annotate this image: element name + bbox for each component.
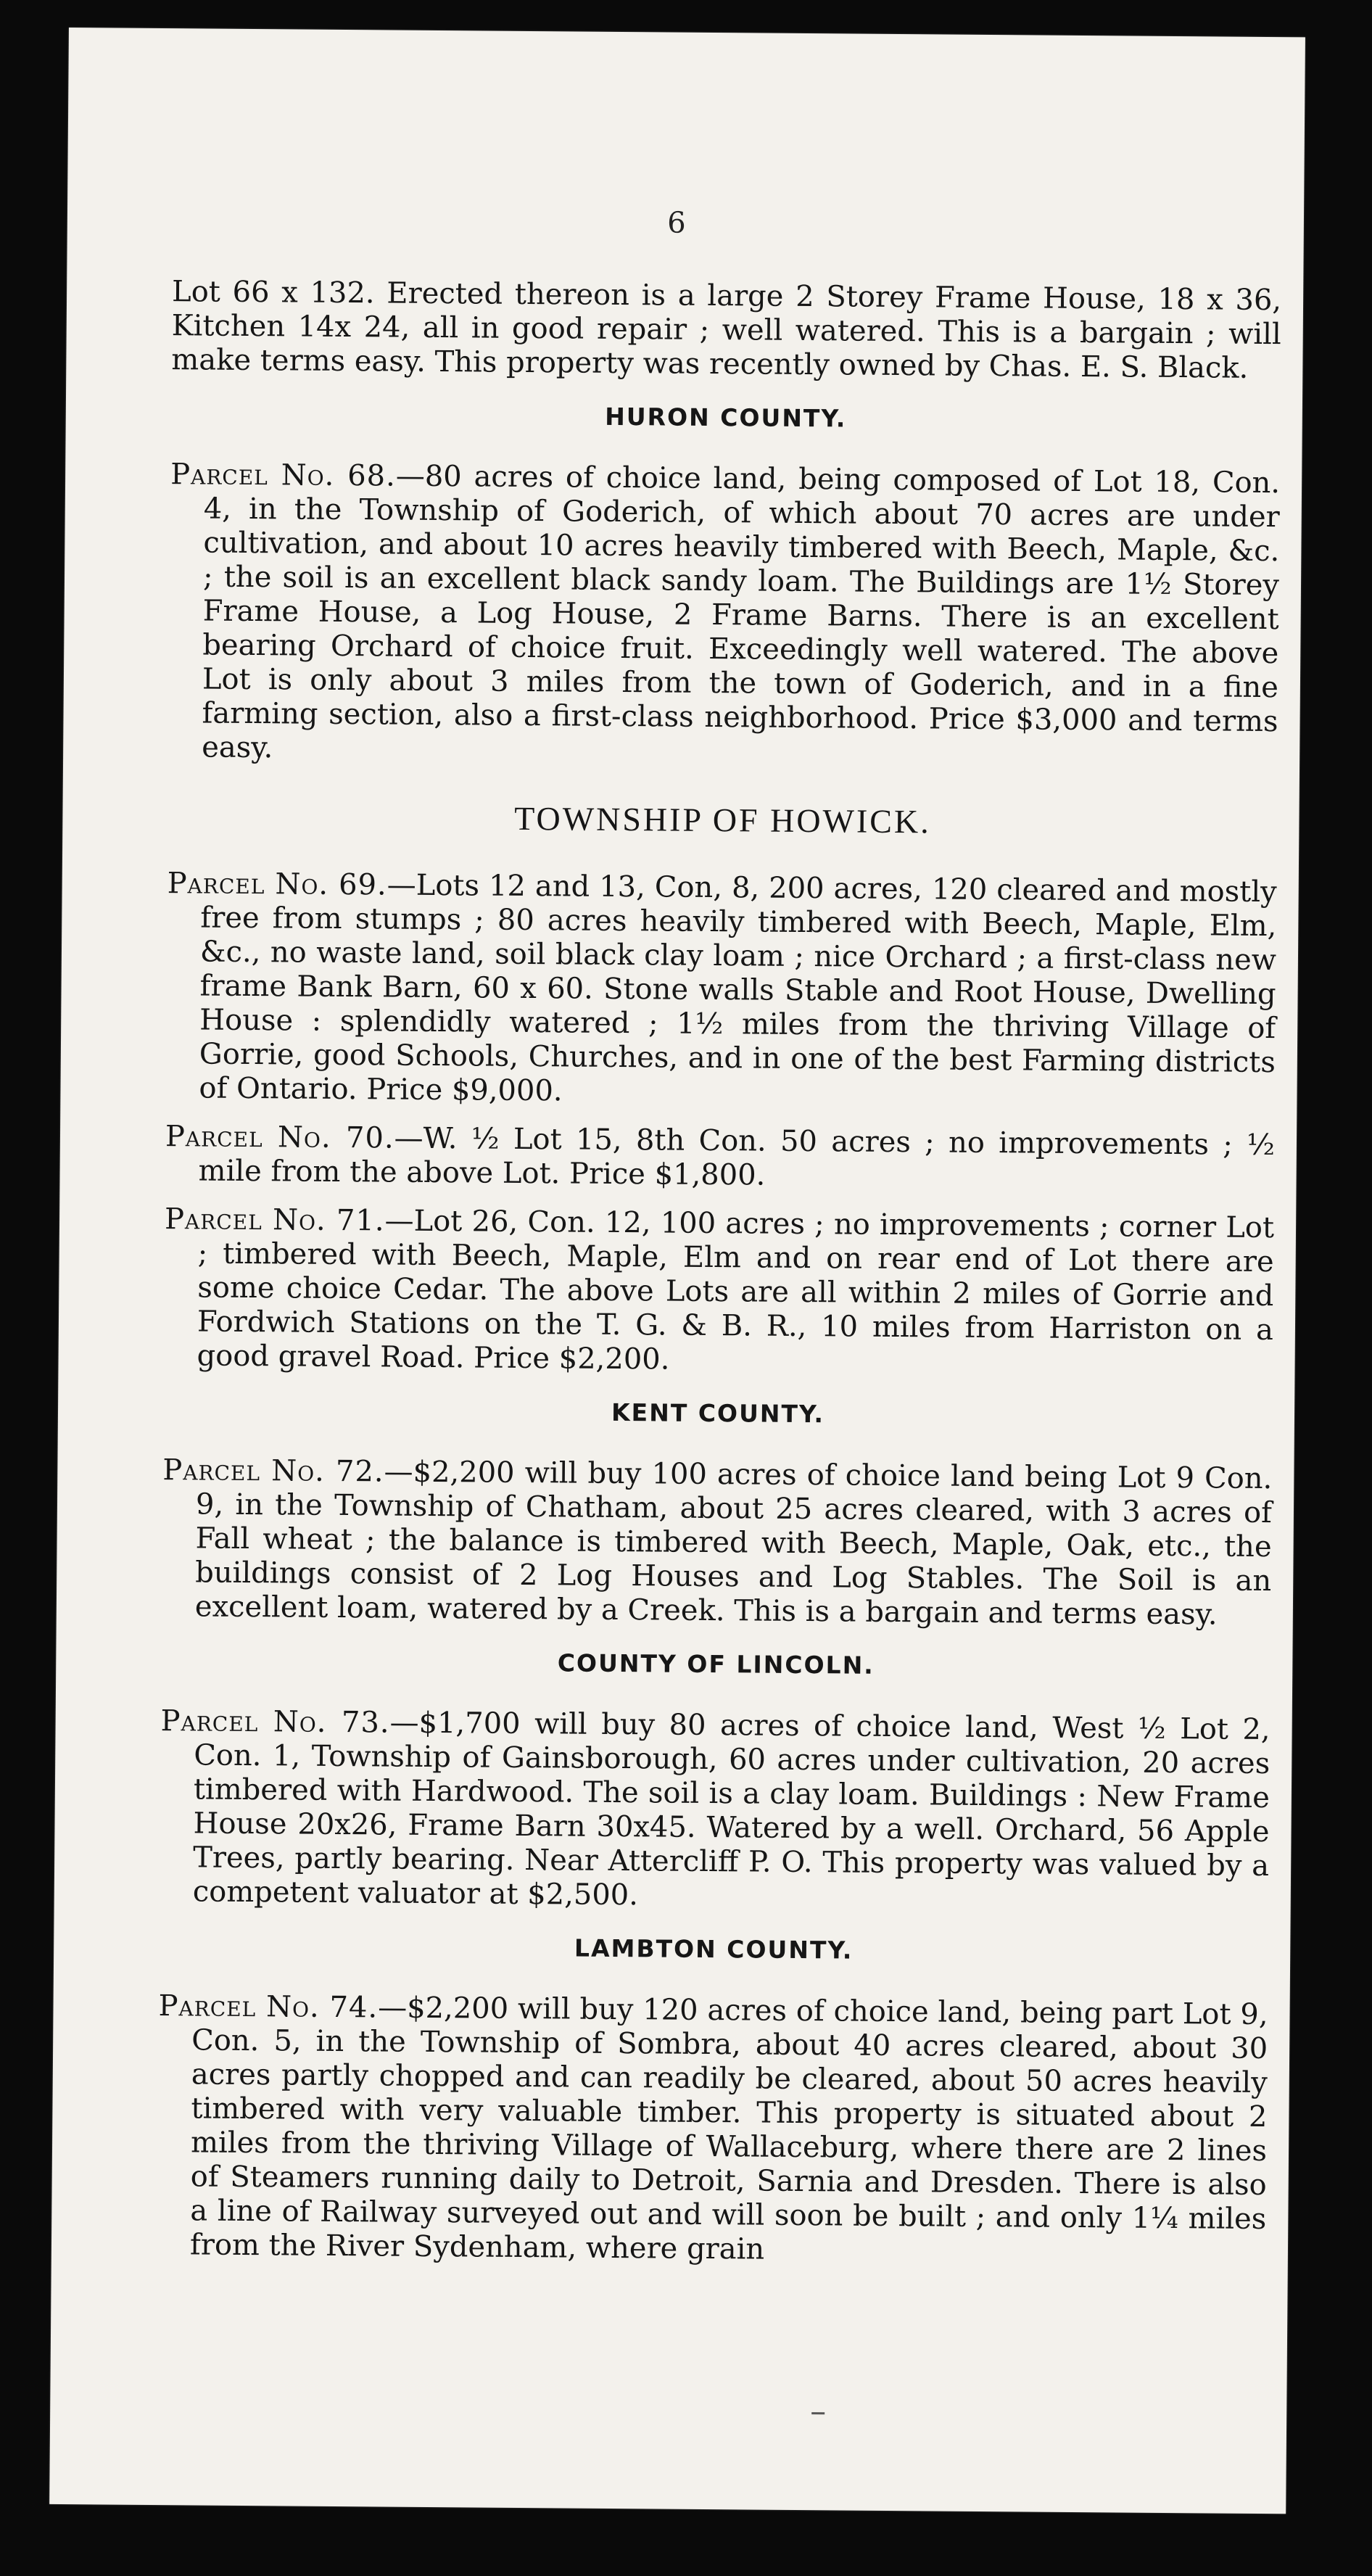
heading-township-of-howick: TOWNSHIP OF HOWICK. — [514, 799, 931, 841]
parcel-71 — [163, 1202, 1274, 1382]
parcel-68-label: Parcel No. 68. — [170, 458, 396, 493]
parcel-70 — [165, 1120, 1275, 1197]
heading-county-of-lincoln: COUNTY OF LINCOLN. — [557, 1648, 875, 1680]
heading-kent-county: KENT COUNTY. — [611, 1398, 825, 1429]
parcel-69 — [165, 867, 1277, 1114]
page-body — [157, 275, 1282, 2285]
parcel-74 — [157, 1989, 1268, 2271]
scan-mark — [811, 2412, 825, 2414]
parcel-73 — [160, 1704, 1270, 1917]
parcel-68 — [168, 458, 1280, 773]
parcel-70-label: Parcel No. 70. — [165, 1120, 394, 1155]
parcel-72-text: —$2,200 will buy 100 acres of choice land being Lot 9 Con. 9, in the Township of Chatham, about 25 acres cleared, with 3 acres of Fall wheat ; the balance is timbered with Beech, Maple, Oak, etc., the buildings consist of 2 Log Houses and Log Stables. The Soil is an excellent loam, watered by a Creek. This is a bargain and terms easy. — [194, 1455, 1273, 1632]
parcel-69-text: —Lots 12 and 13, Con, 8, 200 acres, 120 cleared and mostly free from stumps ; 80 acres heavily timbered with Beech, Maple, Elm, &c., no waste land, soil black clay loam ; nice Orchard ; a first-class new frame Bank Barn, 60 x 60. Stone walls Stable and Root House, Dwelling House : splendidly watered ; 1½ miles from the thriving Village of Gorrie, good Schools, Churches, and in one of the best Farming districts of Ontario. Price $9,000. — [199, 868, 1277, 1108]
parcel-73-text: —$1,700 will buy 80 acres of choice land, West ½ Lot 2, Con. 1, Township of Gainsborough, 60 acres under cultivation, 20 acres timbered with Hardwood. The soil is a clay loam. Buildings : New Frame House 20x26, Frame Barn 30x45. Watered by a well. Orchard, 56 Apple Trees, partly bearing. Near Attercliff P. O. This property was valued by a competent valuator at $2,500. — [192, 1706, 1270, 1912]
parcel-68-text: —80 acres of choice land, being composed of Lot 18, Con. 4, in the Township of Goderich, of which about 70 acres are under cultivation, and about 10 acres heavily timbered with Beech, Maple, &c. ; the soil is an excellent black sandy loam. The Buildings are 1½ Storey Frame House, a Log House, 2 Frame Barns. There is an excellent bearing Orchard of choice fruit. Exceedingly well watered. The above Lot is only about 3 miles from the town of Goderich, and in a fine farming section, also a first-class neighborhood. Price $3,000 and terms easy. — [202, 459, 1281, 765]
page-number: 6 — [666, 206, 686, 240]
parcel-70-text: —W. ½ Lot 15, 8th Con. 50 acres ; no improvements ; ½ mile from the above Lot. Price $1,800. — [198, 1121, 1276, 1192]
parcel-74-text: —$2,200 will buy 120 acres of choice land, being part Lot 9, Con. 5, in the Township of Sombra, about 40 acres cleared, about 30 acres partly chopped and can readily be cleared, about 50 acres heavily timbered with very valuable timber. This property is situated about 2 miles from the thriving Village of Wallaceburg, where there are 2 lines of Steamers running daily to Detroit, Sarnia and Dresden. There is also a line of Railway surveyed out and will soon be built ; and only 1¼ miles from the River Sydenham, where grain — [189, 1991, 1268, 2266]
parcel-73-label: Parcel No. 73. — [160, 1704, 390, 1740]
parcel-71-text: —Lot 26, Con. 12, 100 acres ; no improvements ; corner Lot ; timbered with Beech, Maple, Elm and on rear end of Lot there are some choice Cedar. The above Lots are all within 2 miles of Gorrie and Fordwich Stations on the T. G. & B. R., 10 miles from Harriston on a good gravel Road. Price $2,200. — [197, 1204, 1275, 1376]
parcel-69-label: Parcel No. 69. — [167, 867, 387, 902]
document-page — [49, 28, 1305, 2514]
intro-paragraph: Lot 66 x 132. Erected thereon is a large 2 Storey Frame House, 18 x 36, Kitchen 14x 24, all in good repair ; well watered. This is a bargain ; will make terms easy. This property was recently owned by Chas. E. S. Black. — [171, 275, 1282, 385]
parcel-71-label: Parcel No. 71. — [164, 1202, 385, 1238]
heading-huron-county: HURON COUNTY. — [605, 402, 847, 433]
heading-lambton-county: LAMBTON COUNTY. — [574, 1933, 854, 1965]
parcel-74-label: Parcel No. 74. — [158, 1989, 379, 2025]
parcel-72 — [162, 1453, 1273, 1632]
parcel-72-label: Parcel No. 72. — [162, 1453, 384, 1489]
